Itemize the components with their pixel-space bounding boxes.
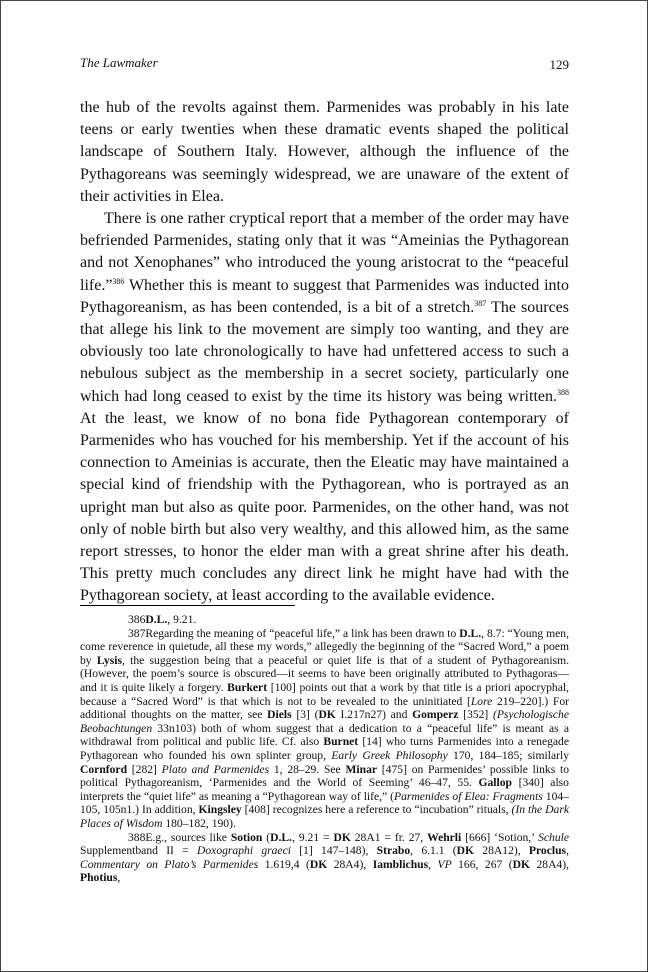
author-name: Strabo xyxy=(376,844,411,858)
work-title: (In the Dark Places of Wisdom xyxy=(80,803,569,830)
source-name: DK xyxy=(318,708,336,722)
source-name: DK xyxy=(333,830,351,844)
work-title: Parmenides of Elea: Fragments xyxy=(394,789,543,803)
footnote-text: E.g., sources like xyxy=(145,830,231,844)
footnote-text: 28A4), xyxy=(530,857,570,871)
footnote-text: [340] also interprets the “quiet life” as meaning a “Pythagorean way of life,” ( xyxy=(80,776,569,803)
work-title: Commentary on Plato’s Parmenides xyxy=(80,857,259,871)
footnote-ref-388[interactable]: 388 xyxy=(557,387,569,397)
footnote-text: , xyxy=(566,844,569,858)
source-name: DK xyxy=(456,844,475,858)
source-name: D.L. xyxy=(145,613,168,626)
author-name: Proclus xyxy=(528,844,567,858)
body-text xyxy=(80,97,569,608)
footnote-text: 166, 267 ( xyxy=(451,857,513,871)
footnote-text: 170, 184–185; similarly xyxy=(447,748,569,762)
author-name: Gallop xyxy=(478,776,512,790)
footnote-text: ( xyxy=(262,830,271,844)
author-name: Minar xyxy=(345,762,378,776)
footnote-text: [666] ‘Sotion,’ xyxy=(461,830,539,844)
footnote-386 xyxy=(80,613,569,627)
running-head: The Lawmaker xyxy=(80,55,158,70)
footnote-text: [100] points out that a work by that title is a priori apocryphal, because a “Sacred Word” is that which is not to be revealed to the uninitiated [ xyxy=(80,680,569,708)
author-name: Burnet xyxy=(323,735,359,749)
paragraph-2-part-d: At the least, we know of no bona fide Pythagorean contemporary of Parmenides who has vouched for his membership. Yet if the account of his connection to Ameinias is accurate, then the Eleatic may have maintained a special kind of friendship with the Pythagorean, who is portrayed as an upright man but also as quite poor. Parmenides, on the other hand, was not only of noble birth but also very wealthy, and this allowed him, as the same report stresses, to honor the elder man with a great shrine after his death. This pretty much concludes any direct link he might have had with the Pythagorean society, at least according to the available evidence. xyxy=(80,409,569,605)
footnote-388 xyxy=(80,831,569,885)
source-name: DK xyxy=(309,857,328,871)
paragraph-2 xyxy=(80,208,569,608)
source-name: D.L. xyxy=(459,626,482,640)
footnote-text: [408] recognizes here a reference to “incubation” rituals, xyxy=(241,803,512,817)
footnote-text: , the suggestion being that a peaceful or quiet life is that of a student of Pythagoreanism. (However, the poem’s source is obscured—it seems to have been originally attributed to Pythagoras—and it is quite likely a forgery. xyxy=(80,653,569,694)
paragraph-2-part-a: There is one rather cryptical report that a member of the order may have befriended Parmenides, stating only that it was “Ameinias the Pythagorean and not Xenophanes” who introduced the young aristocrat to the “peaceful life.” xyxy=(80,210,569,294)
footnote-text: [3] ( xyxy=(291,708,319,722)
source-name: DK xyxy=(512,857,531,871)
page-number: 129 xyxy=(549,57,569,72)
footnote-text: 180–182, 190). xyxy=(162,816,236,830)
work-title: (Psychologische Beobachtungen xyxy=(80,708,569,735)
paragraph-2-part-c: The sources that allege his link to the movement are simply too wanting, and they are obviously too late chronologically to have had unfettered access to such a nebulous subject as the membership in a secret society, particularly one which had long ceased to exist by the time its history was being written. xyxy=(80,298,569,405)
footnote-text: , 9.21. xyxy=(167,613,197,626)
footnote-text: , xyxy=(428,857,438,871)
author-name: Kingsley xyxy=(198,803,242,817)
work-title: Early Greek Philosophy xyxy=(331,748,448,762)
footnote-text: 104–105, 105n1.) In addition, xyxy=(80,789,569,817)
footnote-text: 28A4), xyxy=(327,857,373,871)
footnote-387 xyxy=(80,627,569,831)
footnote-ref-387[interactable]: 387 xyxy=(474,298,487,308)
footnote-text: , xyxy=(117,871,121,885)
footnote-text: [14] who turns Parmenides into a renegade Pythagorean who founded his own splinter group, xyxy=(80,735,569,762)
author-name: Cornford xyxy=(80,762,128,776)
footnote-text: 28A12), xyxy=(474,844,529,858)
paragraph-1: the hub of the revolts against them. Parmenides was probably in his late teens or early twenties when these dramatic events shaped the political landscape of Southern Italy. However, although the influence of the Pythagoreans was seemingly widespread, we are unaware of the extent of their activities in Elea. xyxy=(80,99,569,205)
footnote-text: [1] 147–148), xyxy=(290,844,377,858)
footnote-text: 1, 28–29. See xyxy=(269,762,346,776)
footnote-text: Regarding the meaning of “peaceful life,” a link has been drawn to xyxy=(145,626,460,640)
footnote-text: Supplementband II = xyxy=(80,844,198,858)
work-title: Lore xyxy=(470,694,493,708)
footnotes xyxy=(80,613,569,885)
work-title: VP xyxy=(437,857,452,871)
footnote-number: 388 xyxy=(128,830,146,844)
source-name: D.L. xyxy=(270,830,293,844)
footnote-text: , 6.1.1 ( xyxy=(410,844,457,858)
footnote-ref-386[interactable]: 386 xyxy=(112,276,125,286)
footnote-number: 387 xyxy=(128,626,146,640)
footnote-text: I.217n27) and xyxy=(335,708,413,722)
footnote-text: [282] xyxy=(127,762,162,776)
author-name: Gomperz xyxy=(412,708,459,722)
author-name: Diels xyxy=(267,708,292,722)
footnote-text: [352] xyxy=(458,708,493,722)
author-name: Wehrli xyxy=(427,830,462,844)
author-name: Lysis xyxy=(96,653,122,667)
footnote-text: , 8.7: “Young men, come reverence in quietude, all these my words,” allegedly the beginning of the “Sacred Word,” a poem by xyxy=(80,626,570,667)
author-name: Sotion xyxy=(230,830,263,844)
work-title: Doxographi graeci xyxy=(197,844,291,858)
author-name: Photius xyxy=(80,871,118,885)
paragraph-2-part-b: Whether this is meant to suggest that Parmenides was inducted into Pythagoreanism, as has been contended, is a bit of a stretch. xyxy=(80,276,569,316)
footnote-text: 33n103) both of whom suggest that a dedication to a “peaceful life” is meant as a withdrawal from political and public life. Cf. also xyxy=(80,721,569,749)
work-title: Schule xyxy=(538,830,569,844)
footnote-text: 219–220].) For additional thoughts on the matter, see xyxy=(80,694,569,722)
footnote-text: , 9.21 = xyxy=(292,830,334,844)
footnote-text: 1.619,4 ( xyxy=(258,857,310,871)
footnote-text: 28A1 = fr. 27, xyxy=(350,830,428,844)
footnote-separator xyxy=(80,605,295,606)
author-name: Burkert xyxy=(227,680,268,694)
work-title: Plato and Parmenides xyxy=(161,762,270,776)
footnote-number: 386 xyxy=(128,613,146,626)
footnote-text: [475] on Parmenides’ possible links to political Pythagoreanism, ‘Parmenides and the World of Seeming’ 46–47, 55. xyxy=(80,762,569,790)
author-name: Iamblichus xyxy=(372,857,429,871)
